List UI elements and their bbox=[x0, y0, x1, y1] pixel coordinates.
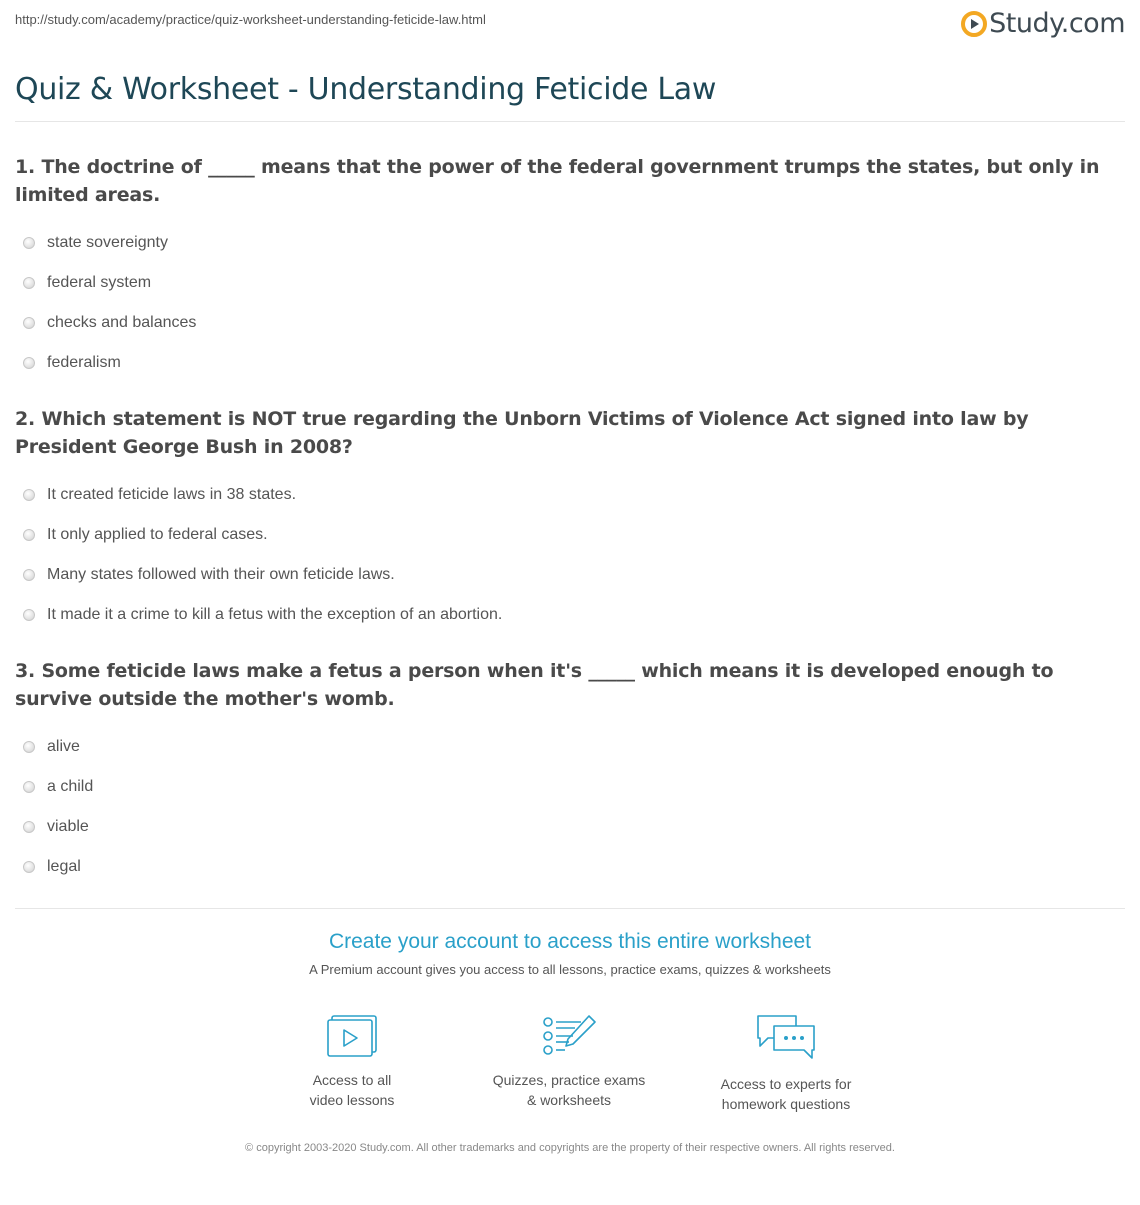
feature-label bbox=[469, 1070, 669, 1110]
option-label: It only applied to federal cases. bbox=[47, 526, 268, 543]
create-account-link[interactable]: Create your account to access this entire worksheet bbox=[328, 930, 812, 953]
radio-button[interactable] bbox=[23, 609, 35, 621]
logo-text: Study.com bbox=[989, 8, 1125, 39]
option-label: federal system bbox=[47, 274, 152, 291]
radio-button[interactable] bbox=[23, 781, 35, 793]
option-label: federalism bbox=[47, 354, 121, 371]
question-1 bbox=[15, 153, 1130, 383]
answer-options bbox=[15, 223, 1130, 383]
radio-button[interactable] bbox=[23, 277, 35, 289]
answer-option[interactable] bbox=[15, 555, 1130, 595]
feature-label-line: Access to experts for bbox=[720, 1076, 852, 1092]
answer-option[interactable] bbox=[15, 475, 1130, 515]
video-lesson-icon bbox=[324, 1012, 380, 1060]
chat-bubbles-icon bbox=[754, 1012, 818, 1064]
radio-button[interactable] bbox=[23, 237, 35, 249]
option-label: a child bbox=[47, 778, 94, 795]
option-label: It made it a crime to kill a fetus with the exception of an abortion. bbox=[47, 606, 503, 623]
feature-label-line: video lessons bbox=[309, 1092, 395, 1108]
option-label: Many states followed with their own feticide laws. bbox=[47, 566, 395, 583]
radio-button[interactable] bbox=[23, 489, 35, 501]
top-bar bbox=[15, 8, 1125, 42]
feature-quizzes bbox=[469, 1012, 669, 1110]
radio-button[interactable] bbox=[23, 741, 35, 753]
study-logo[interactable] bbox=[961, 8, 1125, 39]
option-label: viable bbox=[47, 818, 89, 835]
quiz-checklist-icon bbox=[539, 1012, 599, 1060]
premium-cta bbox=[0, 930, 1140, 977]
radio-button[interactable] bbox=[23, 569, 35, 581]
feature-label bbox=[252, 1070, 452, 1110]
question-3 bbox=[15, 657, 1130, 887]
option-label: state sovereignty bbox=[47, 234, 168, 251]
feature-label bbox=[686, 1074, 886, 1114]
feature-label-line: homework questions bbox=[721, 1096, 851, 1112]
question-text: 1. The doctrine of _____ means that the power of the federal government trumps the states, but only in limited areas. bbox=[15, 156, 1100, 206]
answer-option[interactable] bbox=[15, 343, 1130, 383]
feature-label-line: & worksheets bbox=[526, 1092, 612, 1108]
radio-button[interactable] bbox=[23, 357, 35, 369]
answer-options bbox=[15, 727, 1130, 887]
option-label: checks and balances bbox=[47, 314, 197, 331]
question-text: 3. Some feticide laws make a fetus a person when it's _____ which means it is developed enough to survive outside the mother's womb. bbox=[15, 660, 1054, 710]
page-url[interactable]: http://study.com/academy/practice/quiz-worksheet-understanding-feticide-law.html bbox=[15, 12, 486, 27]
answer-options bbox=[15, 475, 1130, 635]
question-text: 2. Which statement is NOT true regarding the Unborn Victims of Violence Act signed into law by President George Bush in 2008? bbox=[15, 408, 1029, 458]
question-2 bbox=[15, 405, 1130, 635]
cta-divider bbox=[15, 908, 1125, 909]
title-divider bbox=[15, 121, 1125, 122]
feature-video-lessons bbox=[252, 1012, 452, 1110]
answer-option[interactable] bbox=[15, 727, 1130, 767]
answer-option[interactable] bbox=[15, 223, 1130, 263]
feature-label-line: Quizzes, practice exams bbox=[492, 1072, 646, 1088]
answer-option[interactable] bbox=[15, 595, 1130, 635]
copyright-footer: © copyright 2003-2020 Study.com. All other trademarks and copyrights are the property of their respective owners. All rights reserved. bbox=[245, 1142, 895, 1154]
option-label: legal bbox=[47, 858, 81, 875]
answer-option[interactable] bbox=[15, 847, 1130, 887]
radio-button[interactable] bbox=[23, 529, 35, 541]
feature-label-line: Access to all bbox=[312, 1072, 392, 1088]
answer-option[interactable] bbox=[15, 303, 1130, 343]
radio-button[interactable] bbox=[23, 317, 35, 329]
play-circle-icon bbox=[961, 11, 987, 37]
answer-option[interactable] bbox=[15, 515, 1130, 555]
option-label: alive bbox=[47, 738, 80, 755]
radio-button[interactable] bbox=[23, 861, 35, 873]
radio-button[interactable] bbox=[23, 821, 35, 833]
answer-option[interactable] bbox=[15, 263, 1130, 303]
page-title: Quiz & Worksheet - Understanding Feticide Law bbox=[15, 72, 717, 107]
option-label: It created feticide laws in 38 states. bbox=[47, 486, 297, 503]
answer-option[interactable] bbox=[15, 767, 1130, 807]
feature-experts bbox=[686, 1012, 886, 1114]
cta-subtitle: A Premium account gives you access to all lessons, practice exams, quizzes & worksheets bbox=[309, 962, 831, 977]
answer-option[interactable] bbox=[15, 807, 1130, 847]
